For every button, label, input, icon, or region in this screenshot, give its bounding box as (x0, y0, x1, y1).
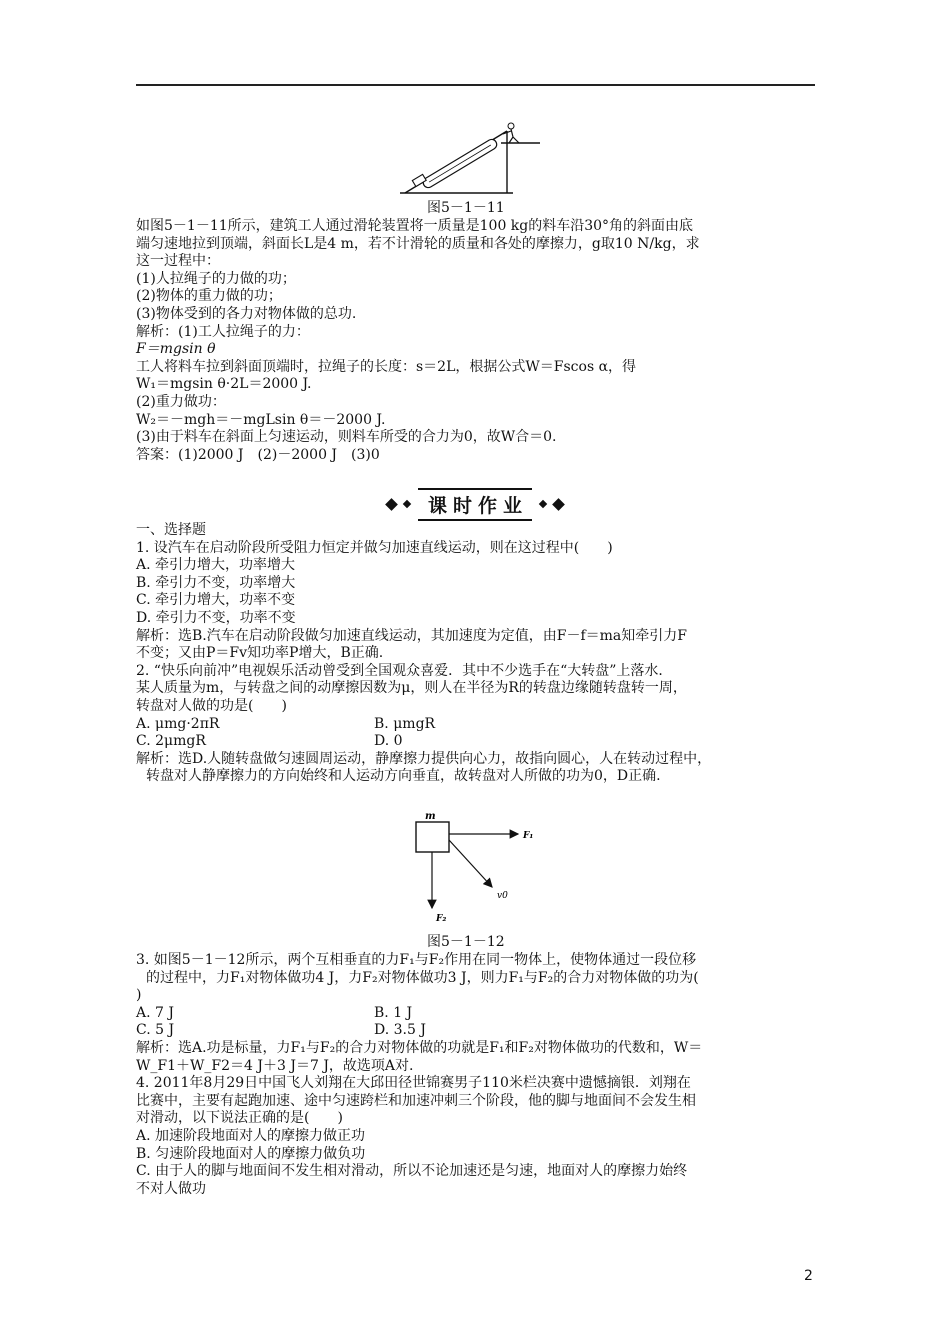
question-4-stem: 比赛中，主要有起跑加速、途中匀速跨栏和加速冲刺三个阶段，他的脚与地面间不会发生相 (136, 1092, 696, 1109)
figure-caption-2: 图5－1－12 (427, 934, 505, 950)
exercises-block-1 (136, 522, 826, 786)
q3-option-d: D. 3.5 J (374, 1022, 426, 1039)
question-3-stem: 3. 如图5－1－12所示，两个互相垂直的力F₁与F₂作用在同一物体上，使物体通过一段位移 (136, 952, 697, 968)
q3-option-b: B. 1 J (374, 1004, 413, 1021)
question-4-stem: 对滑动，以下说法正确的是( ) (136, 1110, 343, 1127)
q1-option-a: A. 牵引力增大，功率增大 (136, 557, 296, 574)
question-2-stem: 转盘对人做的功是( ) (136, 697, 287, 714)
q2-analysis: 转盘对人静摩擦力的方向始终和人运动方向垂直，故转盘对人所做的功为0，D正确. (146, 768, 661, 785)
q2-option-d: D. 0 (374, 733, 403, 750)
header-rule (136, 84, 815, 86)
problem-block (136, 218, 826, 464)
question-1-stem: 1. 设汽车在启动阶段所受阻力恒定并做匀加速直线运动，则在这过程中( ) (136, 539, 613, 556)
q3-analysis: 解析：选A.功是标量，力F₁与F₂的合力对物体做的功就是F₁和F₂对物体做功的代数和，W＝ (136, 1039, 703, 1056)
section-title: 课时作业 (418, 488, 532, 521)
q1-option-c: C. 牵引力增大，功率不变 (136, 592, 296, 609)
q3-option-c: C. 5 J (136, 1022, 175, 1039)
problem-line: (1)人拉绳子的力做的功； (136, 270, 296, 287)
q1-analysis: 解析：选B.汽车在启动阶段做匀加速直线运动，其加速度为定值，由F－f＝ma知牵引力F (136, 627, 687, 644)
problem-line: 这一过程中： (136, 253, 220, 270)
problem-line: (3)物体受到的各力对物体做的总功. (136, 305, 357, 322)
q2-options-row (136, 716, 826, 734)
q4-option-c: 不对人做功 (136, 1180, 206, 1197)
q3-options-row (136, 1022, 826, 1040)
diamond-icon (552, 498, 565, 511)
question-4-stem: 4. 2011年8月29日中国飞人刘翔在大邱田径世锦赛男子110米栏决赛中遗憾摘银．刘翔在 (136, 1075, 691, 1092)
question-3-stem: ) (136, 987, 142, 1004)
answer-line: 答案：(1)2000 J (2)－2000 J (3)0 (136, 446, 380, 463)
question-3-stem: 的过程中，力F₁对物体做功4 J，力F₂对物体做功3 J，则力F₁与F₂的合力对物体做的功为( (146, 969, 699, 986)
section-banner (375, 491, 575, 517)
problem-line: 端匀速地拉到顶端，斜面长L是4 m，若不计滑轮的质量和各处的摩擦力，g取10 N/kg，求 (136, 235, 700, 252)
q4-option-a: A. 加速阶段地面对人的摩擦力做正功 (136, 1127, 366, 1144)
q2-option-a: A. μmg·2πR (136, 715, 220, 732)
q2-options-row (136, 733, 826, 751)
question-2-stem: 某人质量为m，与转盘之间的动摩擦因数为μ，则人在半径为R的转盘边缘随转盘转一周， (136, 680, 687, 697)
solution-line: 工人将料车拉到斜面顶端时，拉绳子的长度：s＝2L，根据公式W＝Fscos α，得 (136, 358, 637, 375)
solution-line: (3)由于料车在斜面上匀速运动，则料车所受的合力为0，故W合＝0. (136, 429, 557, 446)
solution-line: W₂＝－mgh＝－mgLsin θ＝－2000 J. (136, 411, 386, 428)
exercises-block-2 (136, 952, 826, 1198)
label-f2: F₂ (436, 914, 447, 924)
diamond-icon (385, 498, 398, 511)
solution-line: W₁＝mgsin θ·2L＝2000 J. (136, 376, 312, 393)
diamond-icon (403, 500, 411, 508)
q1-analysis: 不变；又由P＝Fv知功率P增大，B正确. (136, 645, 384, 662)
q3-option-a: A. 7 J (136, 1004, 174, 1021)
q2-option-b: B. μmgR (374, 715, 436, 732)
label-m: m (425, 811, 436, 822)
label-v0: v0 (497, 891, 508, 901)
figure-caption-1: 图5－1－11 (427, 200, 505, 216)
label-f1: F₁ (523, 831, 534, 841)
q3-options-row (136, 1005, 826, 1023)
problem-line: (2)物体的重力做的功； (136, 288, 282, 305)
q4-option-c: C. 由于人的脚与地面间不发生相对滑动，所以不论加速还是匀速，地面对人的摩擦力始终 (136, 1163, 688, 1180)
page-number: 2 (804, 1268, 813, 1284)
q1-option-d: D. 牵引力不变，功率不变 (136, 609, 296, 626)
q4-option-b: B. 匀速阶段地面对人的摩擦力做负功 (136, 1145, 366, 1162)
q3-analysis: W_F1＋W_F2＝4 J＋3 J＝7 J，故选项A对. (136, 1057, 414, 1074)
solution-line: 解析：(1)工人拉绳子的力： (136, 323, 310, 340)
exercises-heading: 一、选择题 (136, 522, 206, 538)
problem-line: 如图5－1－11所示，建筑工人通过滑轮装置将一质量是100 kg的料车沿30°角的斜面由底 (136, 218, 694, 234)
q2-option-c: C. 2μmgR (136, 733, 206, 750)
solution-line: F＝mgsin θ (136, 341, 216, 358)
solution-line: (2)重力做功： (136, 393, 226, 410)
perpendicular-forces-figure (405, 808, 550, 926)
incline-pulley-figure (395, 117, 540, 197)
question-2-stem: 2. “快乐向前冲”电视娱乐活动曾受到全国观众喜爱．其中不少选手在“大转盘”上落水． (136, 662, 673, 679)
q2-analysis: 解析：选D.人随转盘做匀速圆周运动，静摩擦力提供向心力，故指向圆心，人在转动过程中， (136, 750, 712, 767)
diamond-icon (539, 500, 547, 508)
q1-option-b: B. 牵引力不变，功率增大 (136, 574, 296, 591)
